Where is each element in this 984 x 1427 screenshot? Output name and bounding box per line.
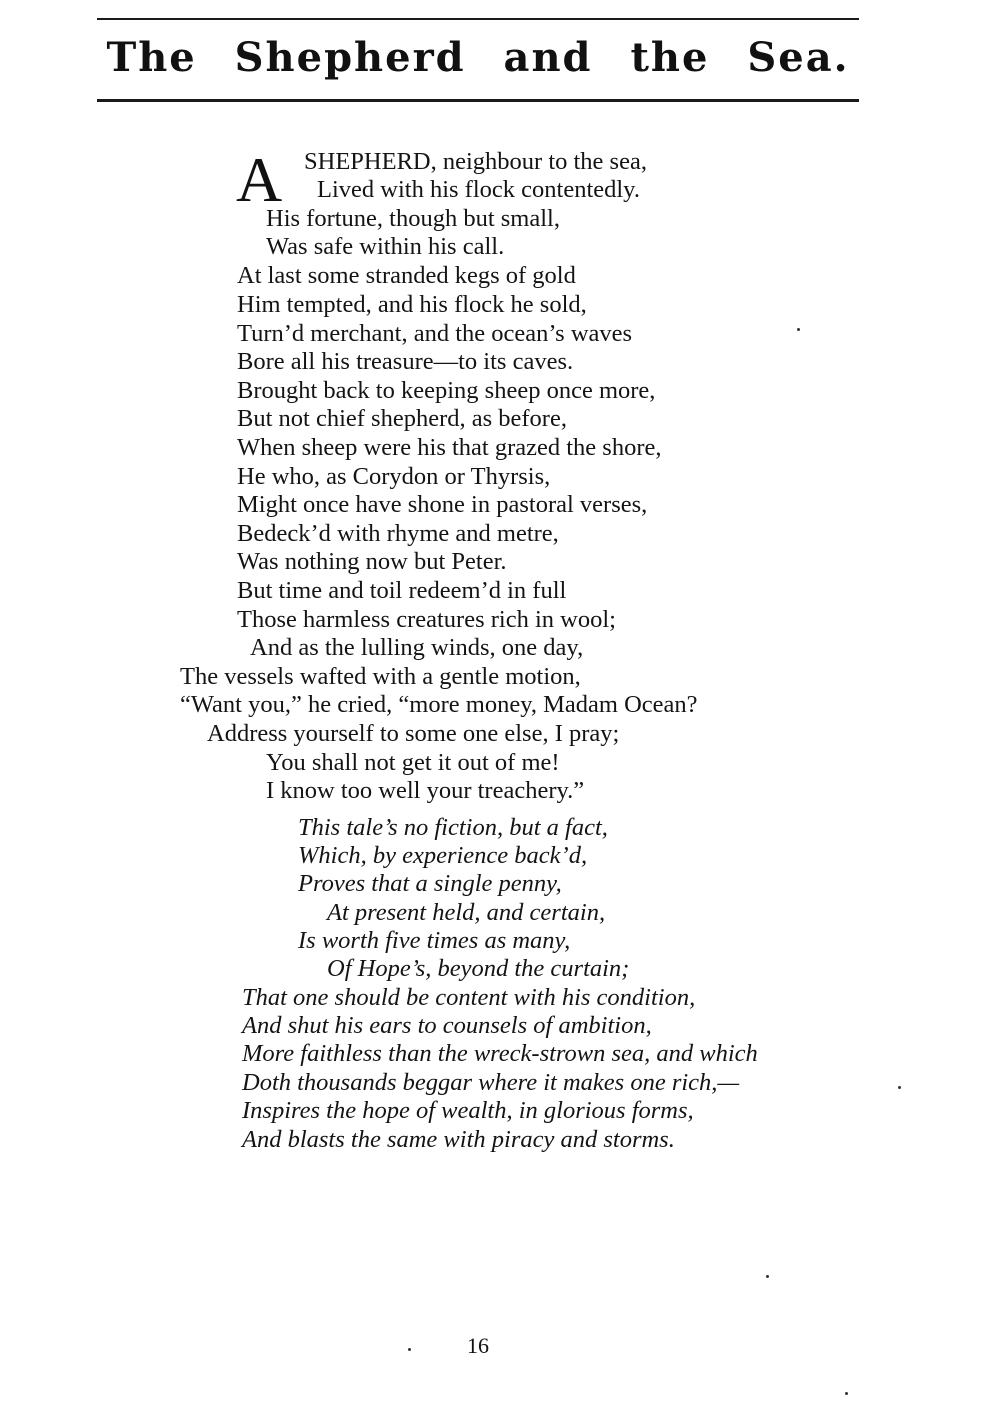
poem-line: Bore all his treasure—to its caves. bbox=[237, 348, 574, 375]
moral-line: That one should be content with his condition, bbox=[242, 984, 696, 1011]
poem-line: But time and toil redeem’d in full bbox=[237, 577, 567, 604]
top-rule bbox=[97, 18, 859, 20]
poem-line: “Want you,” he cried, “more money, Madam Ocean? bbox=[180, 691, 698, 718]
page-title: The Shepherd and the Sea. bbox=[106, 34, 850, 81]
moral-line: Doth thousands beggar where it makes one rich,— bbox=[242, 1069, 740, 1096]
drop-cap: A bbox=[236, 144, 283, 215]
poem-line: He who, as Corydon or Thyrsis, bbox=[237, 463, 551, 490]
print-speck bbox=[797, 328, 800, 331]
poem-line: And as the lulling winds, one day, bbox=[250, 634, 584, 661]
print-speck bbox=[408, 1348, 411, 1351]
moral-line: Of Hope’s, beyond the curtain; bbox=[327, 955, 630, 982]
poem-line: You shall not get it out of me! bbox=[266, 749, 560, 776]
poem-line: Those harmless creatures rich in wool; bbox=[237, 606, 616, 633]
poem-line: Might once have shone in pastoral verses, bbox=[237, 491, 648, 518]
moral-line: Which, by experience back’d, bbox=[298, 842, 588, 869]
poem-line: The vessels wafted with a gentle motion, bbox=[180, 663, 581, 690]
poem-line: I know too well your treachery.” bbox=[266, 777, 585, 804]
bottom-rule bbox=[97, 99, 859, 102]
poem-line: Lived with his flock contentedly. bbox=[317, 176, 640, 203]
poem-line: SHEPHERD, neighbour to the sea, bbox=[304, 148, 647, 175]
moral-line: At present held, and certain, bbox=[327, 899, 606, 926]
poem-line: Was nothing now but Peter. bbox=[237, 548, 507, 575]
moral-line: Is worth five times as many, bbox=[298, 927, 571, 954]
poem-line: Bedeck’d with rhyme and metre, bbox=[237, 520, 559, 547]
page-number: 16 bbox=[467, 1333, 489, 1358]
print-speck bbox=[898, 1086, 901, 1089]
print-speck bbox=[845, 1392, 848, 1395]
moral-line: This tale’s no fiction, but a fact, bbox=[298, 814, 608, 841]
poem-line: Was safe within his call. bbox=[266, 233, 505, 260]
poem-line: Turn’d merchant, and the ocean’s waves bbox=[237, 320, 633, 347]
moral-line: And blasts the same with piracy and storms. bbox=[242, 1126, 675, 1153]
moral-line: Inspires the hope of wealth, in glorious forms, bbox=[242, 1097, 694, 1124]
poem-line: When sheep were his that grazed the shore, bbox=[237, 434, 662, 461]
poem-line: Him tempted, and his flock he sold, bbox=[237, 291, 587, 318]
poem-line: But not chief shepherd, as before, bbox=[237, 405, 567, 432]
poem-line: At last some stranded kegs of gold bbox=[237, 262, 576, 289]
poem-line: Brought back to keeping sheep once more, bbox=[237, 377, 656, 404]
poem-line: Address yourself to some one else, I pray; bbox=[207, 720, 620, 747]
poem-line: His fortune, though but small, bbox=[266, 205, 560, 232]
moral-line: More faithless than the wreck-strown sea, and which bbox=[242, 1040, 758, 1067]
moral-line: Proves that a single penny, bbox=[298, 870, 562, 897]
print-speck bbox=[766, 1275, 769, 1278]
moral-line: And shut his ears to counsels of ambition, bbox=[242, 1012, 652, 1039]
